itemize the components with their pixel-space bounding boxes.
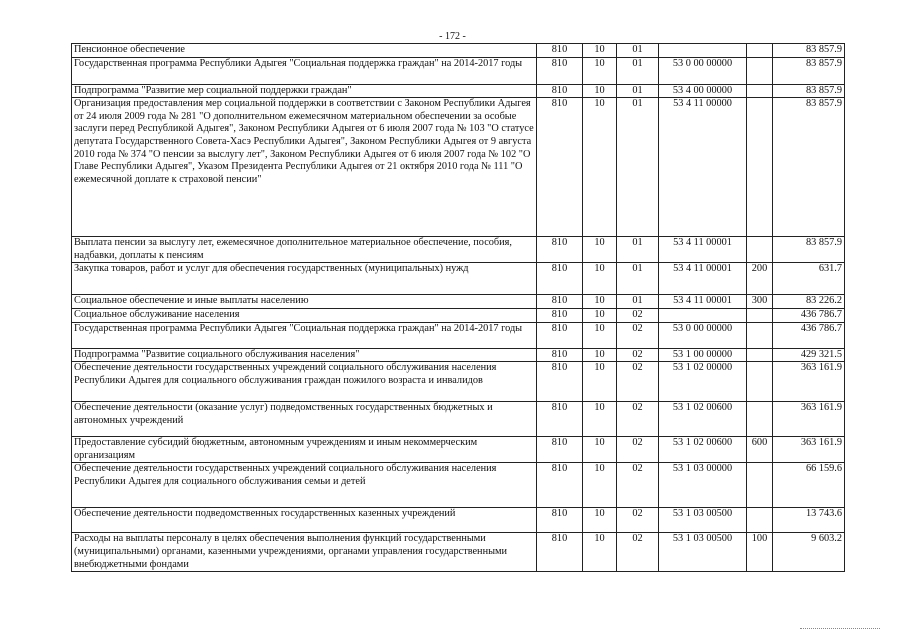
table-row: [72, 84, 845, 98]
footer-divider: [800, 628, 880, 629]
section-code-cell: 10: [583, 508, 617, 533]
section-code-cell: 10: [583, 533, 617, 572]
amount-cell: 83 857.9: [773, 44, 845, 58]
table-row: [72, 98, 845, 237]
ved-code-cell: 810: [537, 308, 583, 322]
amount-cell: 363 161.9: [773, 402, 845, 437]
target-article-cell: 53 4 11 00001: [659, 295, 747, 309]
expense-type-cell: [747, 98, 773, 237]
subsection-code-cell: 01: [617, 263, 659, 295]
subsection-code-cell: 01: [617, 98, 659, 237]
subsection-code-cell: 02: [617, 362, 659, 402]
amount-cell: 436 786.7: [773, 322, 845, 348]
target-article-cell: 53 1 00 00000: [659, 348, 747, 362]
table-row: [72, 533, 845, 572]
subsection-code-cell: 01: [617, 237, 659, 263]
subsection-code-cell: 02: [617, 348, 659, 362]
expense-type-cell: [747, 348, 773, 362]
table-row: [72, 295, 845, 309]
ved-code-cell: 810: [537, 237, 583, 263]
amount-cell: 83 857.9: [773, 237, 845, 263]
budget-table: [71, 43, 845, 572]
expense-type-cell: [747, 508, 773, 533]
target-article-cell: 53 1 02 00600: [659, 437, 747, 463]
section-code-cell: 10: [583, 263, 617, 295]
subsection-code-cell: 01: [617, 295, 659, 309]
subsection-code-cell: 02: [617, 402, 659, 437]
section-code-cell: 10: [583, 348, 617, 362]
row-name-cell: Государственная программа Республики Адыгея "Социальная поддержка граждан" на 2014-2017 годы: [72, 322, 537, 348]
section-code-cell: 10: [583, 322, 617, 348]
row-name-cell: Обеспечение деятельности подведомственных государственных казенных учреждений: [72, 508, 537, 533]
ved-code-cell: 810: [537, 84, 583, 98]
section-code-cell: 10: [583, 308, 617, 322]
subsection-code-cell: 01: [617, 84, 659, 98]
expense-type-cell: [747, 57, 773, 84]
section-code-cell: 10: [583, 57, 617, 84]
section-code-cell: 10: [583, 84, 617, 98]
amount-cell: 436 786.7: [773, 308, 845, 322]
subsection-code-cell: 02: [617, 437, 659, 463]
ved-code-cell: 810: [537, 98, 583, 237]
row-name-cell: Закупка товаров, работ и услуг для обеспечения государственных (муниципальных) нужд: [72, 263, 537, 295]
target-article-cell: 53 1 03 00500: [659, 508, 747, 533]
table-row: [72, 44, 845, 58]
expense-type-cell: 100: [747, 533, 773, 572]
table-row: [72, 237, 845, 263]
section-code-cell: 10: [583, 362, 617, 402]
ved-code-cell: 810: [537, 437, 583, 463]
amount-cell: 83 857.9: [773, 57, 845, 84]
section-code-cell: 10: [583, 237, 617, 263]
table-row: [72, 463, 845, 508]
table-row: [72, 57, 845, 84]
section-code-cell: 10: [583, 44, 617, 58]
section-code-cell: 10: [583, 437, 617, 463]
table-row: [72, 437, 845, 463]
amount-cell: 83 857.9: [773, 98, 845, 237]
row-name-cell: Организация предоставления мер социальной поддержки в соответствии с Законом Республики Адыгея от 24 июля 2009 года № 281 "О дополнительном ежемесячном материальном обеспечении за особые заслуги перед Республикой Адыгея", Законом Республики Адыгея от 6 июля 2007 года № 103 "О статусе депутата Государственного Совета-Хасэ Республики Адыгея", Законом Республики Адыгея от 9 августа 2010 года № 374 "О пенсии за выслугу лет", Законом Республики Адыгея от 6 июля 2007 года № 102 "О Главе Республики Адыгея", Указом Президента Республики Адыгея от 21 октября 2010 года № 111 "О ежемесячной доплате к страховой пенсии": [72, 98, 537, 237]
expense-type-cell: [747, 402, 773, 437]
subsection-code-cell: 01: [617, 57, 659, 84]
table-row: [72, 348, 845, 362]
row-name-cell: Подпрограмма "Развитие мер социальной поддержки граждан": [72, 84, 537, 98]
row-name-cell: Социальное обслуживание населения: [72, 308, 537, 322]
subsection-code-cell: 02: [617, 463, 659, 508]
section-code-cell: 10: [583, 98, 617, 237]
ved-code-cell: 810: [537, 263, 583, 295]
ved-code-cell: 810: [537, 348, 583, 362]
subsection-code-cell: 02: [617, 533, 659, 572]
row-name-cell: Социальное обеспечение и иные выплаты населению: [72, 295, 537, 309]
expense-type-cell: [747, 322, 773, 348]
amount-cell: 66 159.6: [773, 463, 845, 508]
row-name-cell: Пенсионное обеспечение: [72, 44, 537, 58]
row-name-cell: Обеспечение деятельности государственных учреждений социального обслуживания населения Республики Адыгея для социального обслуживания граждан пожилого возраста и инвалидов: [72, 362, 537, 402]
page-number: - 172 -: [439, 31, 466, 42]
table-row: [72, 402, 845, 437]
target-article-cell: 53 4 00 00000: [659, 84, 747, 98]
expense-type-cell: [747, 362, 773, 402]
amount-cell: 429 321.5: [773, 348, 845, 362]
amount-cell: 9 603.2: [773, 533, 845, 572]
expense-type-cell: [747, 84, 773, 98]
table-row: [72, 362, 845, 402]
target-article-cell: 53 1 02 00000: [659, 362, 747, 402]
amount-cell: 83 857.9: [773, 84, 845, 98]
amount-cell: 363 161.9: [773, 437, 845, 463]
budget-table-body: [72, 44, 845, 572]
expense-type-cell: 200: [747, 263, 773, 295]
expense-type-cell: 600: [747, 437, 773, 463]
amount-cell: 631.7: [773, 263, 845, 295]
section-code-cell: 10: [583, 402, 617, 437]
row-name-cell: Расходы на выплаты персоналу в целях обеспечения выполнения функций государственными (муниципальными) органами, казенными учреждениями, органами управления государственными внебюджетными фондами: [72, 533, 537, 572]
section-code-cell: 10: [583, 463, 617, 508]
target-article-cell: 53 0 00 00000: [659, 322, 747, 348]
ved-code-cell: 810: [537, 295, 583, 309]
ved-code-cell: 810: [537, 508, 583, 533]
ved-code-cell: 810: [537, 463, 583, 508]
row-name-cell: Обеспечение деятельности (оказание услуг) подведомственных государственных бюджетных и автономных учреждений: [72, 402, 537, 437]
amount-cell: 83 226.2: [773, 295, 845, 309]
target-article-cell: 53 1 03 00500: [659, 533, 747, 572]
ved-code-cell: 810: [537, 362, 583, 402]
ved-code-cell: 810: [537, 322, 583, 348]
expense-type-cell: [747, 463, 773, 508]
expense-type-cell: [747, 237, 773, 263]
ved-code-cell: 810: [537, 402, 583, 437]
ved-code-cell: 810: [537, 533, 583, 572]
expense-type-cell: [747, 308, 773, 322]
target-article-cell: 53 4 11 00000: [659, 98, 747, 237]
subsection-code-cell: 02: [617, 308, 659, 322]
target-article-cell: 53 1 03 00000: [659, 463, 747, 508]
amount-cell: 13 743.6: [773, 508, 845, 533]
amount-cell: 363 161.9: [773, 362, 845, 402]
target-article-cell: 53 1 02 00600: [659, 402, 747, 437]
table-row: [72, 308, 845, 322]
ved-code-cell: 810: [537, 57, 583, 84]
target-article-cell: 53 4 11 00001: [659, 263, 747, 295]
subsection-code-cell: 02: [617, 508, 659, 533]
subsection-code-cell: 02: [617, 322, 659, 348]
target-article-cell: 53 4 11 00001: [659, 237, 747, 263]
table-row: [72, 322, 845, 348]
row-name-cell: Предоставление субсидий бюджетным, автономным учреждениям и иным некоммерческим организациям: [72, 437, 537, 463]
expense-type-cell: 300: [747, 295, 773, 309]
row-name-cell: Государственная программа Республики Адыгея "Социальная поддержка граждан" на 2014-2017 годы: [72, 57, 537, 84]
table-row: [72, 508, 845, 533]
row-name-cell: Выплата пенсии за выслугу лет, ежемесячное дополнительное материальное обеспечение, пособия, надбавки, доплаты к пенсиям: [72, 237, 537, 263]
row-name-cell: Обеспечение деятельности государственных учреждений социального обслуживания населения Республики Адыгея для социального обслуживания семьи и детей: [72, 463, 537, 508]
ved-code-cell: 810: [537, 44, 583, 58]
target-article-cell: [659, 44, 747, 58]
row-name-cell: Подпрограмма "Развитие социального обслуживания населения": [72, 348, 537, 362]
target-article-cell: [659, 308, 747, 322]
subsection-code-cell: 01: [617, 44, 659, 58]
expense-type-cell: [747, 44, 773, 58]
target-article-cell: 53 0 00 00000: [659, 57, 747, 84]
section-code-cell: 10: [583, 295, 617, 309]
table-row: [72, 263, 845, 295]
